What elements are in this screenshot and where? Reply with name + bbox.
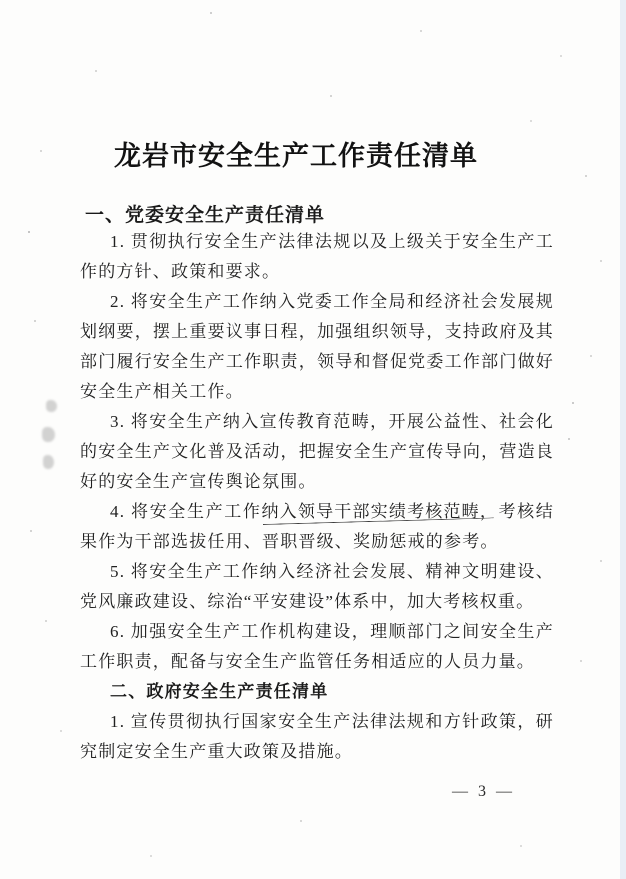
scanner-edge-strip (620, 0, 626, 879)
document-body (80, 227, 554, 767)
paragraph-1-1: 1. 贯彻执行安全生产法律法规以及上级关于安全生产工作的方针、政策和要求。 (80, 232, 554, 281)
paragraph-1-4-pre: 4. 将安全生产工作 (110, 502, 262, 521)
scan-noise-specks (0, 0, 2, 2)
pen-underline-annotation: 纳入领导干部实绩考核范畴， (261, 497, 498, 527)
paragraph-1-2: 2. 将安全生产工作纳入党委工作全局和经济社会发展规划纲要，摆上重要议事日程，加强组织领导，支持政府及其部门履行安全生产工作职责，领导和督促党委工作部门做好安全生产相关工作。 (80, 292, 554, 401)
section1-heading: 一、党委安全生产责任清单 (85, 205, 326, 226)
scan-smudge (43, 455, 54, 469)
paragraph-1-4 (80, 497, 554, 557)
page-number: — 3 — (452, 783, 515, 800)
document-title: 龙岩市安全生产工作责任清单 (114, 141, 478, 171)
paragraph-1-6: 6. 加强安全生产工作机构建设，理顺部门之间安全生产工作职责，配备与安全生产监管任务相适应的人员力量。 (80, 622, 554, 671)
paragraph-1-3: 3. 将安全生产纳入宣传教育范畴，开展公益性、社会化的安全生产文化普及活动，把握安全生产宣传导向，营造良好的安全生产宣传舆论氛围。 (80, 412, 554, 491)
scan-smudge (42, 427, 55, 442)
paragraph-2-1: 1. 宣传贯彻执行国家安全生产法律法规和方针政策，研究制定安全生产重大政策及措施。 (80, 712, 554, 761)
scan-smudge (46, 400, 57, 412)
section2-heading: 二、政府安全生产责任清单 (110, 682, 329, 701)
paragraph-1-4-post: 考核结果作为干部选拔任用、晋职晋级、奖励惩戒的参考。 (80, 502, 554, 551)
paragraph-1-5: 5. 将安全生产工作纳入经济社会发展、精神文明建设、党风廉政建设、综治“平安建设”体系中，加大考核权重。 (80, 562, 554, 611)
